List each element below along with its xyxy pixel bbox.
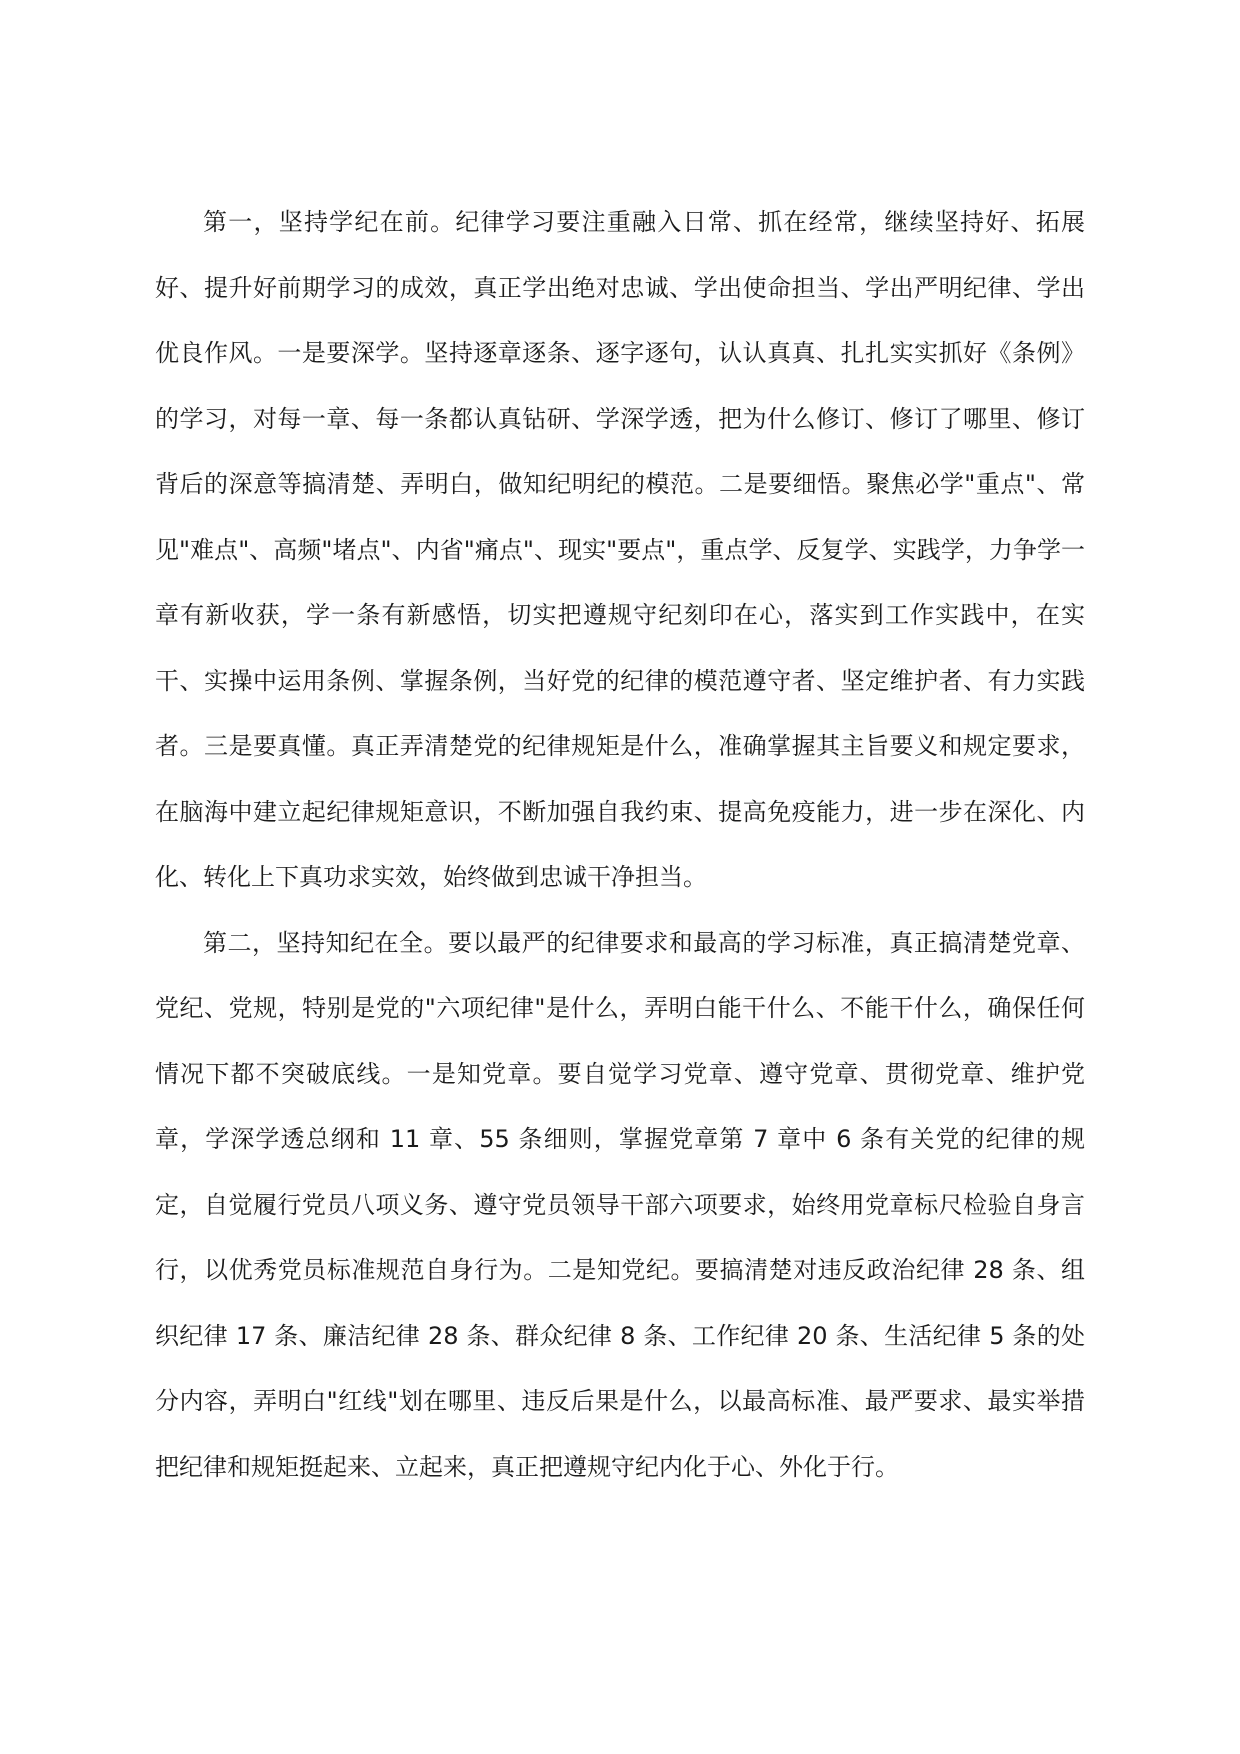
document-body xyxy=(155,190,1085,1500)
paragraph-1: 第一，坚持学纪在前。纪律学习要注重融入日常、抓在经常，继续坚持好、拓展好、提升好前期学习的成效，真正学出绝对忠诚、学出使命担当、学出严明纪律、学出优良作风。一是要深学。坚持逐章逐条、逐字逐句，认认真真、扎扎实实抓好《条例》的学习，对每一章、每一条都认真钻研、学深学透，把为什么修订、修订了哪里、修订背后的深意等搞清楚、弄明白，做知纪明纪的模范。二是要细悟。聚焦必学"重点"、常见"难点"、高频"堵点"、内省"痛点"、现实"要点"，重点学、反复学、实践学，力争学一章有新收获，学一条有新感悟，切实把遵规守纪刻印在心，落实到工作实践中，在实干、实操中运用条例、掌握条例，当好党的纪律的模范遵守者、坚定维护者、有力实践者。三是要真懂。真正弄清楚党的纪律规矩是什么，准确掌握其主旨要义和规定要求，在脑海中建立起纪律规矩意识，不断加强自我约束、提高免疫能力，进一步在深化、内化、转化上下真功求实效，始终做到忠诚干净担当。 xyxy=(155,208,1085,891)
paragraph-2: 第二，坚持知纪在全。要以最严的纪律要求和最高的学习标准，真正搞清楚党章、党纪、党规，特别是党的"六项纪律"是什么，弄明白能干什么、不能干什么，确保任何情况下都不突破底线。一是知党章。要自觉学习党章、遵守党章、贯彻党章、维护党章，学深学透总纲和 11 章、55 条细则，掌握党章第 7 章中 6 条有关党的纪律的规定，自觉履行党员八项义务、遵守党员领导干部六项要求，始终用党章标尺检验自身言行，以优秀党员标准规范自身行为。二是知党纪。要搞清楚对违反政治纪律 28 条、组织纪律 17 条、廉洁纪律 28 条、群众纪律 8 条、工作纪律 20 条、生活纪律 5 条的处分内容，弄明白"红线"划在哪里、违反后果是什么，以最高标准、最严要求、最实举措把纪律和规矩挺起来、立起来，真正把遵规守纪内化于心、外化于行。 xyxy=(155,928,1085,1481)
